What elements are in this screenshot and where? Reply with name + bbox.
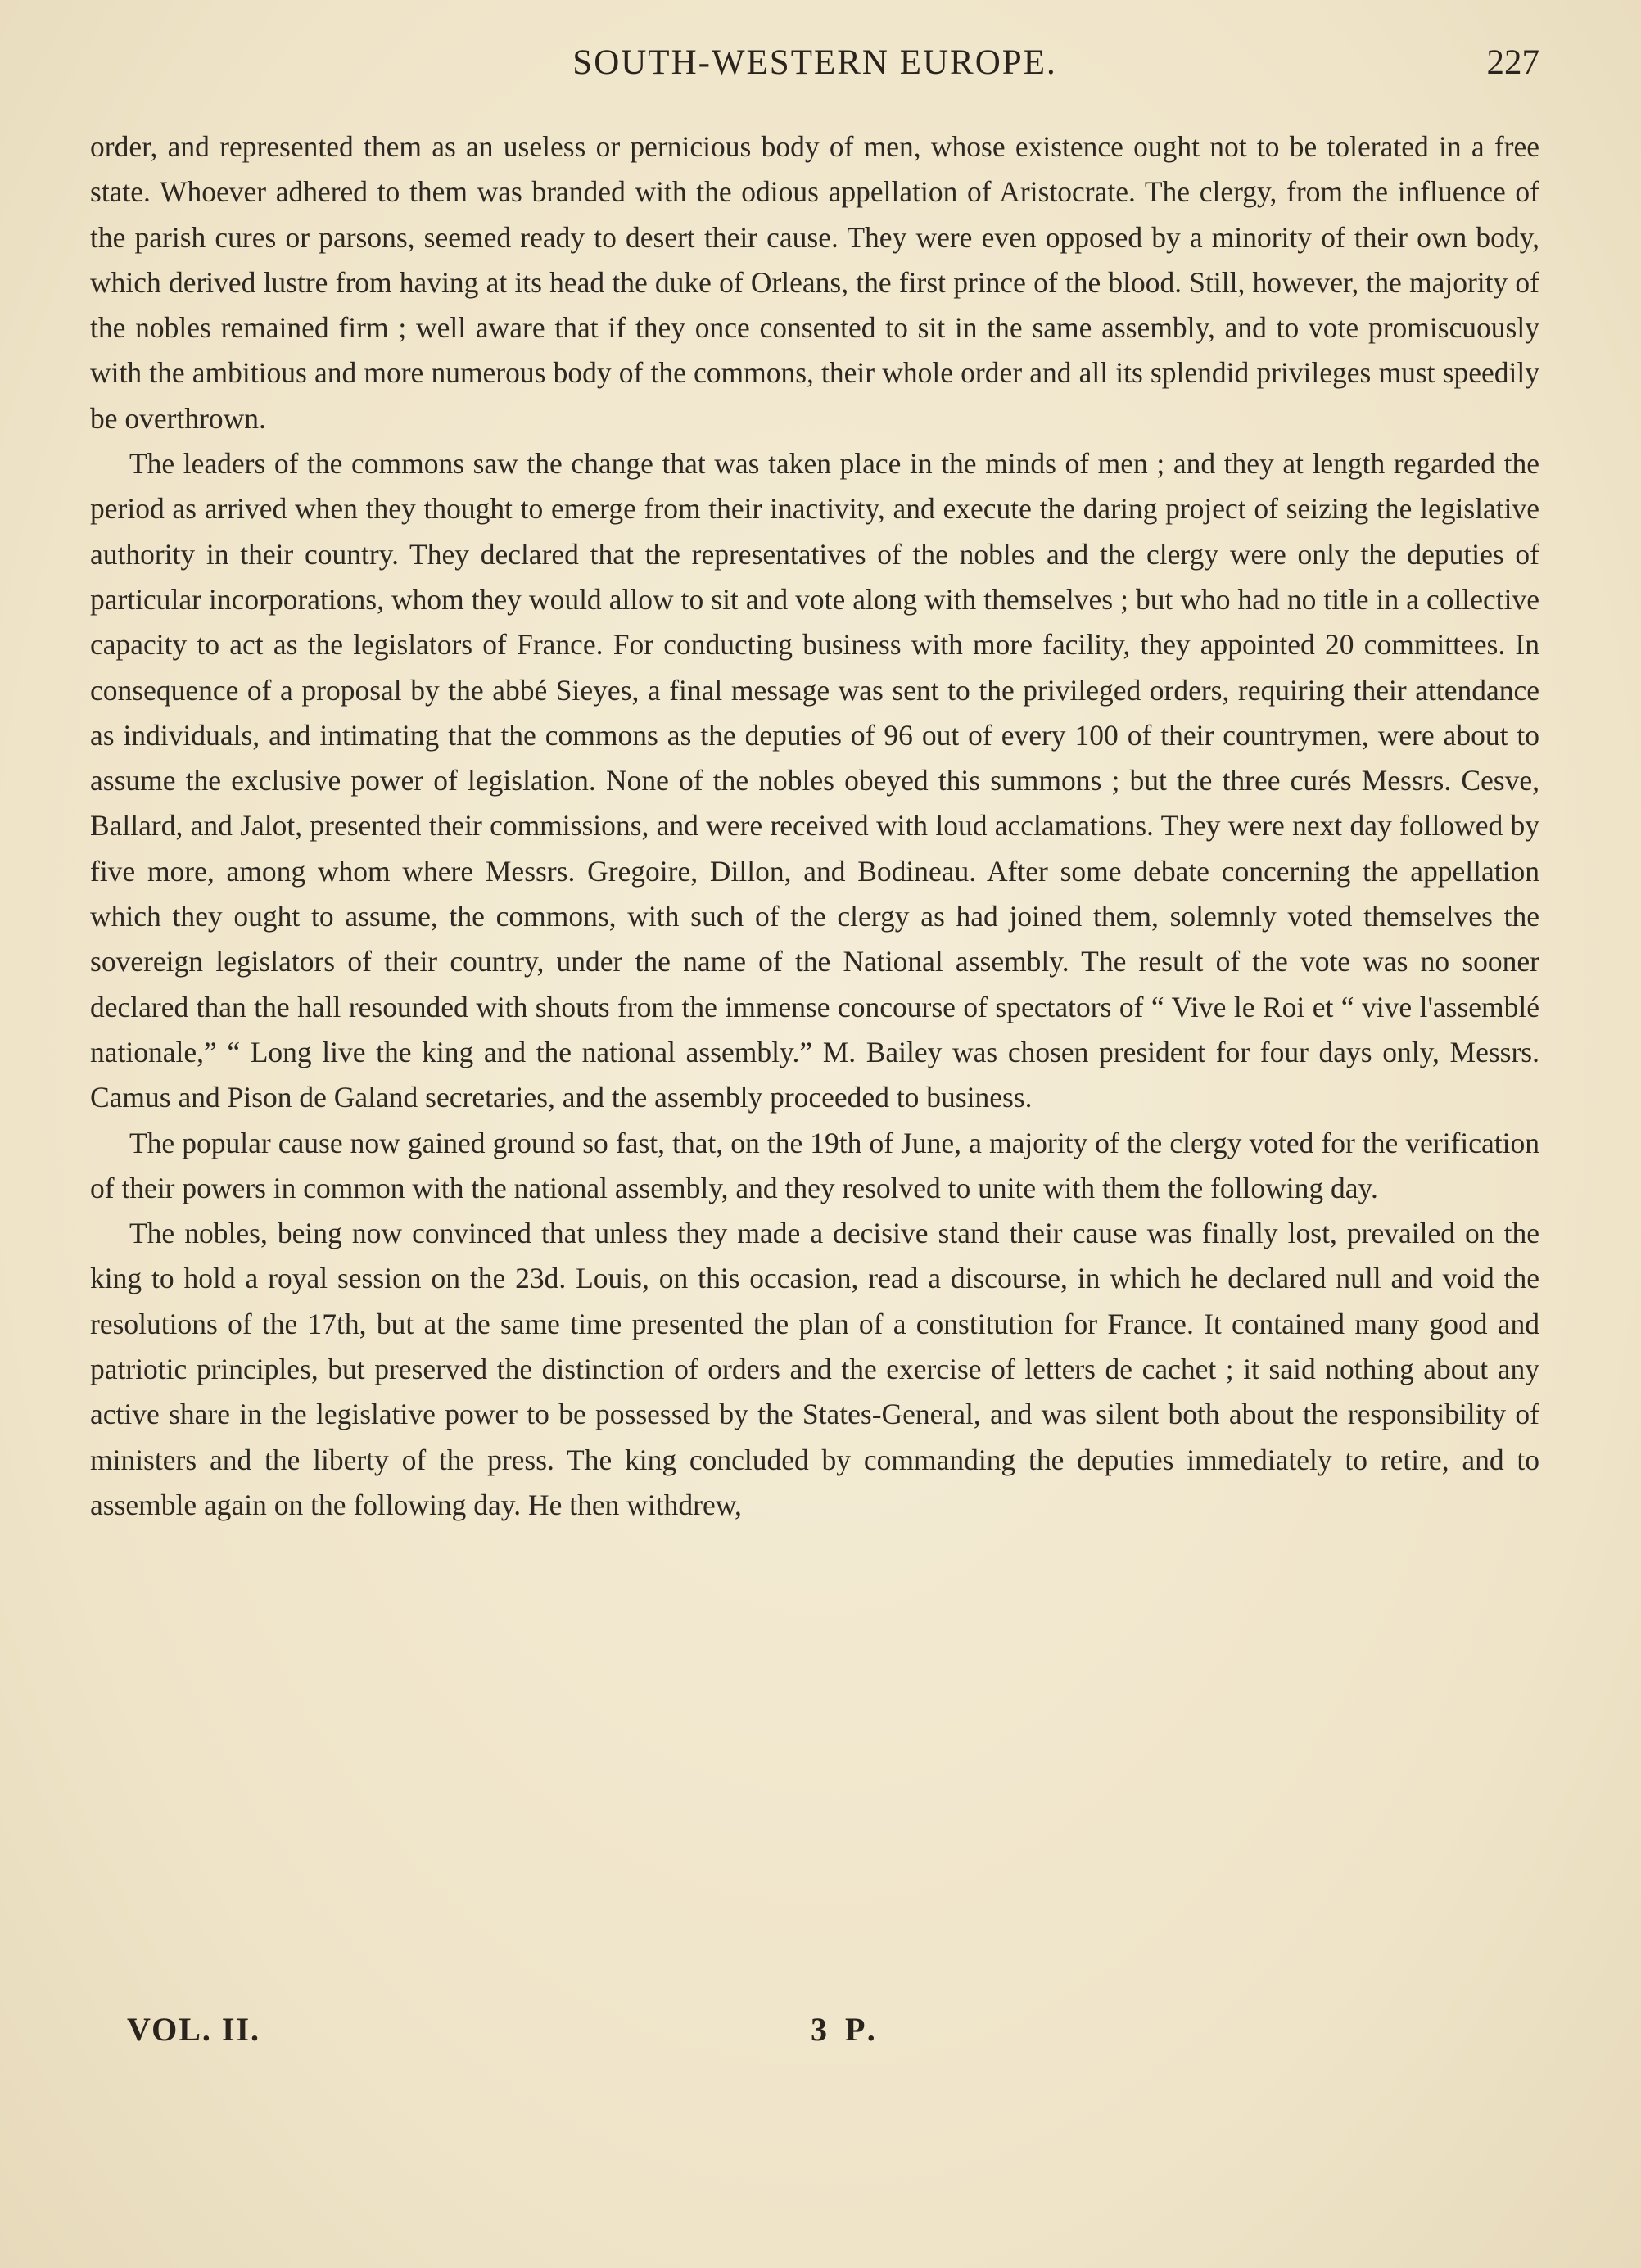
paragraph: The leaders of the commons saw the change that was taken place in the minds of men ; and they at length regarded the period as arrived when they thought to emerge from their inactivity, and execute the daring project of seizing the legislative authority in their country. They declared that the representatives of the nobles and the clergy were only the deputies of particular incorporations, whom they would allow to sit and vote along with themselves ; but who had no title in a collective capacity to act as the legislators of France. For conducting business with more facility, they appointed 20 committees. In consequence of a proposal by the abbé Sieyes, a final message was sent to the privileged orders, requiring their attendance as individuals, and intimating that the commons as the deputies of 96 out of every 100 of their countrymen, were about to assume the exclusive power of legislation. None of the nobles obeyed this summons ; but the three curés Messrs. Cesve, Ballard, and Jalot, presented their commissions, and were received with loud acclamations. They were next day followed by five more, among whom where Messrs. Gregoire, Dillon, and Bodineau. After some debate concerning the appellation which they ought to assume, the commons, with such of the clergy as had joined them, solemnly voted themselves the sovereign legislators of their country, under the name of the National assembly. The result of the vote was no sooner declared than the hall resounded with shouts from the immense concourse of spectators of “ Vive le Roi et “ vive l'assemblé nationale,” “ Long live the king and the national assembly.” M. Bailey was chosen president for four days only, Messrs. Camus and Pison de Galand secretaries, and the assembly proceeded to business. bbox=[90, 447, 1539, 1114]
page-header bbox=[90, 43, 1539, 100]
paragraph: The popular cause now gained ground so fast, that, on the 19th of June, a majority of the clergy voted for the verification of their powers in common with the national assembly, and they resolved to unite with them the following day. bbox=[90, 1126, 1539, 1204]
body-text bbox=[90, 124, 1539, 1528]
paragraph: The nobles, being now convinced that unless they made a decisive stand their cause was finally lost, prevailed on the king to hold a royal session on the 23d. Louis, on this occasion, read a discourse, in which he declared null and void the resolutions of the 17th, but at the same time presented the plan of a constitution for France. It contained many good and patriotic principles, but preserved the distinction of orders and the exercise of letters de cachet ; it said nothing about any active share in the legislative power to be possessed by the States-General, and was silent both about the responsibility of ministers and the liberty of the press. The king concluded by commanding the deputies immediately to retire, and to assemble again on the following day. He then withdrew, bbox=[90, 1217, 1539, 1521]
signature-mark: 3 P. bbox=[811, 2011, 880, 2048]
volume-mark: VOL. II. bbox=[127, 2011, 261, 2048]
running-head: SOUTH-WESTERN EUROPE. bbox=[572, 43, 1057, 82]
paragraph: order, and represented them as an useless or pernicious body of men, whose existence ought not to be tolerated in a free state. Whoever adhered to them was branded with the odious appellation of Aristocrate. The clergy, from the influence of the parish cures or parsons, seemed ready to desert their cause. They were even opposed by a minority of their own body, which derived lustre from having at its head the duke of Orleans, the first prince of the blood. Still, however, the majority of the nobles remained firm ; well aware that if they once consented to sit in the same assembly, and to vote promiscuously with the ambitious and more numerous body of the commons, their whole order and all its splendid privileges must speedily be overthrown. bbox=[90, 130, 1539, 435]
page-number: 227 bbox=[1486, 43, 1539, 82]
page-footer bbox=[127, 2010, 946, 2059]
